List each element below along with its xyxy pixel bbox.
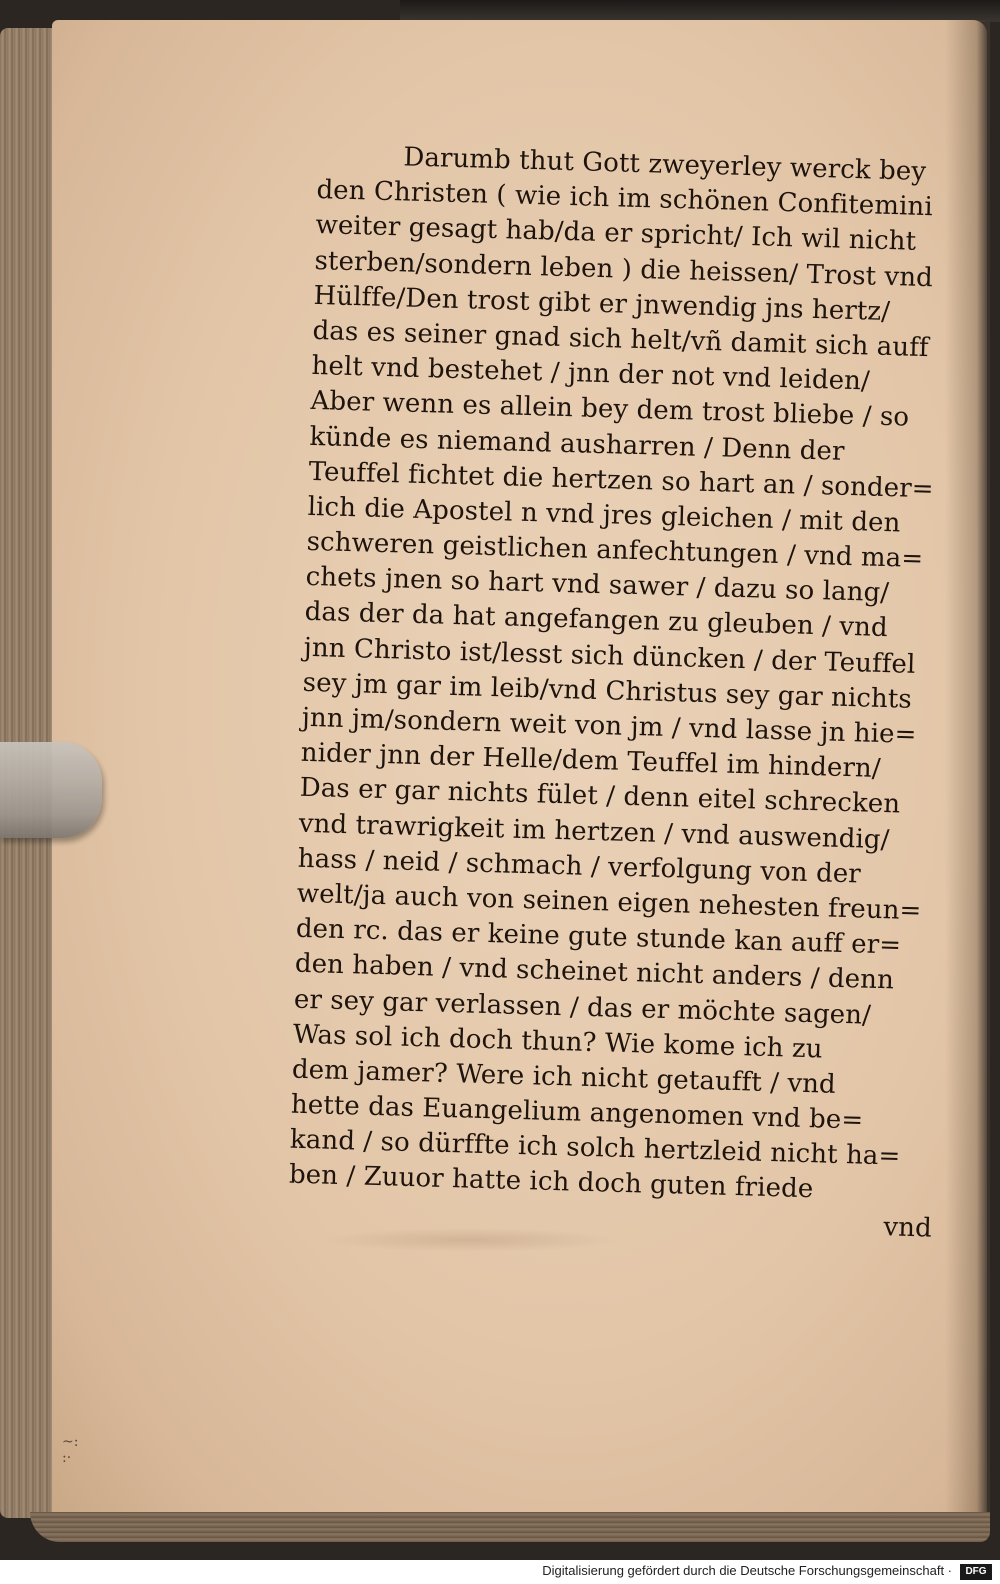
catchword: vnd	[883, 1211, 933, 1244]
margin-marks: ~: :·	[62, 1434, 79, 1466]
text-line: nider jnn der Helle/dem Teuffel im hindern/	[300, 737, 882, 785]
text-line: Was sol ich doch thun? Wie kome ich zu	[292, 1019, 824, 1065]
funding-credit: Digitalisierung gefördert durch die Deutsche Forschungsgemeinschaft ·	[542, 1563, 952, 1578]
page-clip	[0, 742, 102, 838]
text-line: jnn jm/sondern weit von jm / vnd lasse jn hie=	[301, 702, 917, 750]
text-line: sey jm gar im leib/vnd Christus sey gar nichts	[302, 667, 913, 715]
text-line: kand / so dürffte ich solch hertzleid nicht ha=	[289, 1124, 901, 1172]
text-line: hette das Euangelium angenomen vnd be=	[290, 1089, 864, 1136]
dfg-logo-icon: DFG	[960, 1564, 992, 1580]
text-block	[288, 138, 966, 1246]
text-line: dem jamer? Were ich nicht getaufft / vnd	[291, 1054, 837, 1100]
text-line: Hülffe/Den trost gibt er jnwendig jns hertz/	[313, 280, 891, 327]
text-line: weiter gesagt hab/da er spricht/ Ich wil nicht	[315, 210, 917, 258]
text-line: den Christen ( wie ich im schönen Confitemini	[316, 175, 934, 223]
text-line: das es seiner gnad sich helt/vñ damit sich auff	[312, 315, 930, 364]
page-stack-bottom-edge	[30, 1512, 990, 1542]
text-line: das der da hat angefangen zu gleuben / vnd	[304, 597, 889, 644]
text-line: Aber wenn es allein bey dem trost bliebe / so	[310, 386, 910, 433]
text-line: hass / neid / schmach / verfolgung von der	[297, 843, 862, 890]
text-line: er sey gar verlassen / das er möchte sagen/	[293, 984, 872, 1031]
text-line: chets jnen so hart vnd sawer / dazu so lang/	[305, 562, 890, 609]
text-line: schweren geistlichen anfechtungen / vnd ma=	[306, 526, 924, 575]
text-line: welt/ja auch von seinen eigen nehesten freun=	[296, 878, 922, 927]
binding-top-strip	[400, 0, 1000, 22]
text-line: sterben/sondern leben ) die heissen/ Trost vnd	[314, 245, 934, 293]
text-line: Darumb thut Gott zweyerley werck bey	[403, 142, 927, 187]
text-line: künde es niemand ausharren / Denn der	[309, 421, 845, 467]
text-line: Das er gar nichts fület / denn eitel schrecken	[299, 773, 901, 820]
text-line: vnd trawrigkeit im hertzen / vnd auswendig/	[298, 808, 890, 855]
text-line: Teuffel fichtet die hertzen so hart an / sonder=	[308, 456, 935, 505]
text-line: den rc. das er keine gute stunde kan auff er=	[295, 913, 902, 961]
text-line: helt vnd bestehet / jnn der not vnd leiden/	[311, 351, 871, 397]
text-line: den haben / vnd scheinet nicht anders / denn	[294, 948, 895, 996]
text-line: ben / Zuuor hatte ich doch guten friede	[288, 1160, 814, 1205]
text-line: jnn Christo ist/lesst sich düncken / der Teuffel	[303, 632, 916, 680]
text-line: lich die Apostel n vnd jres gleichen / mit den	[307, 491, 901, 539]
